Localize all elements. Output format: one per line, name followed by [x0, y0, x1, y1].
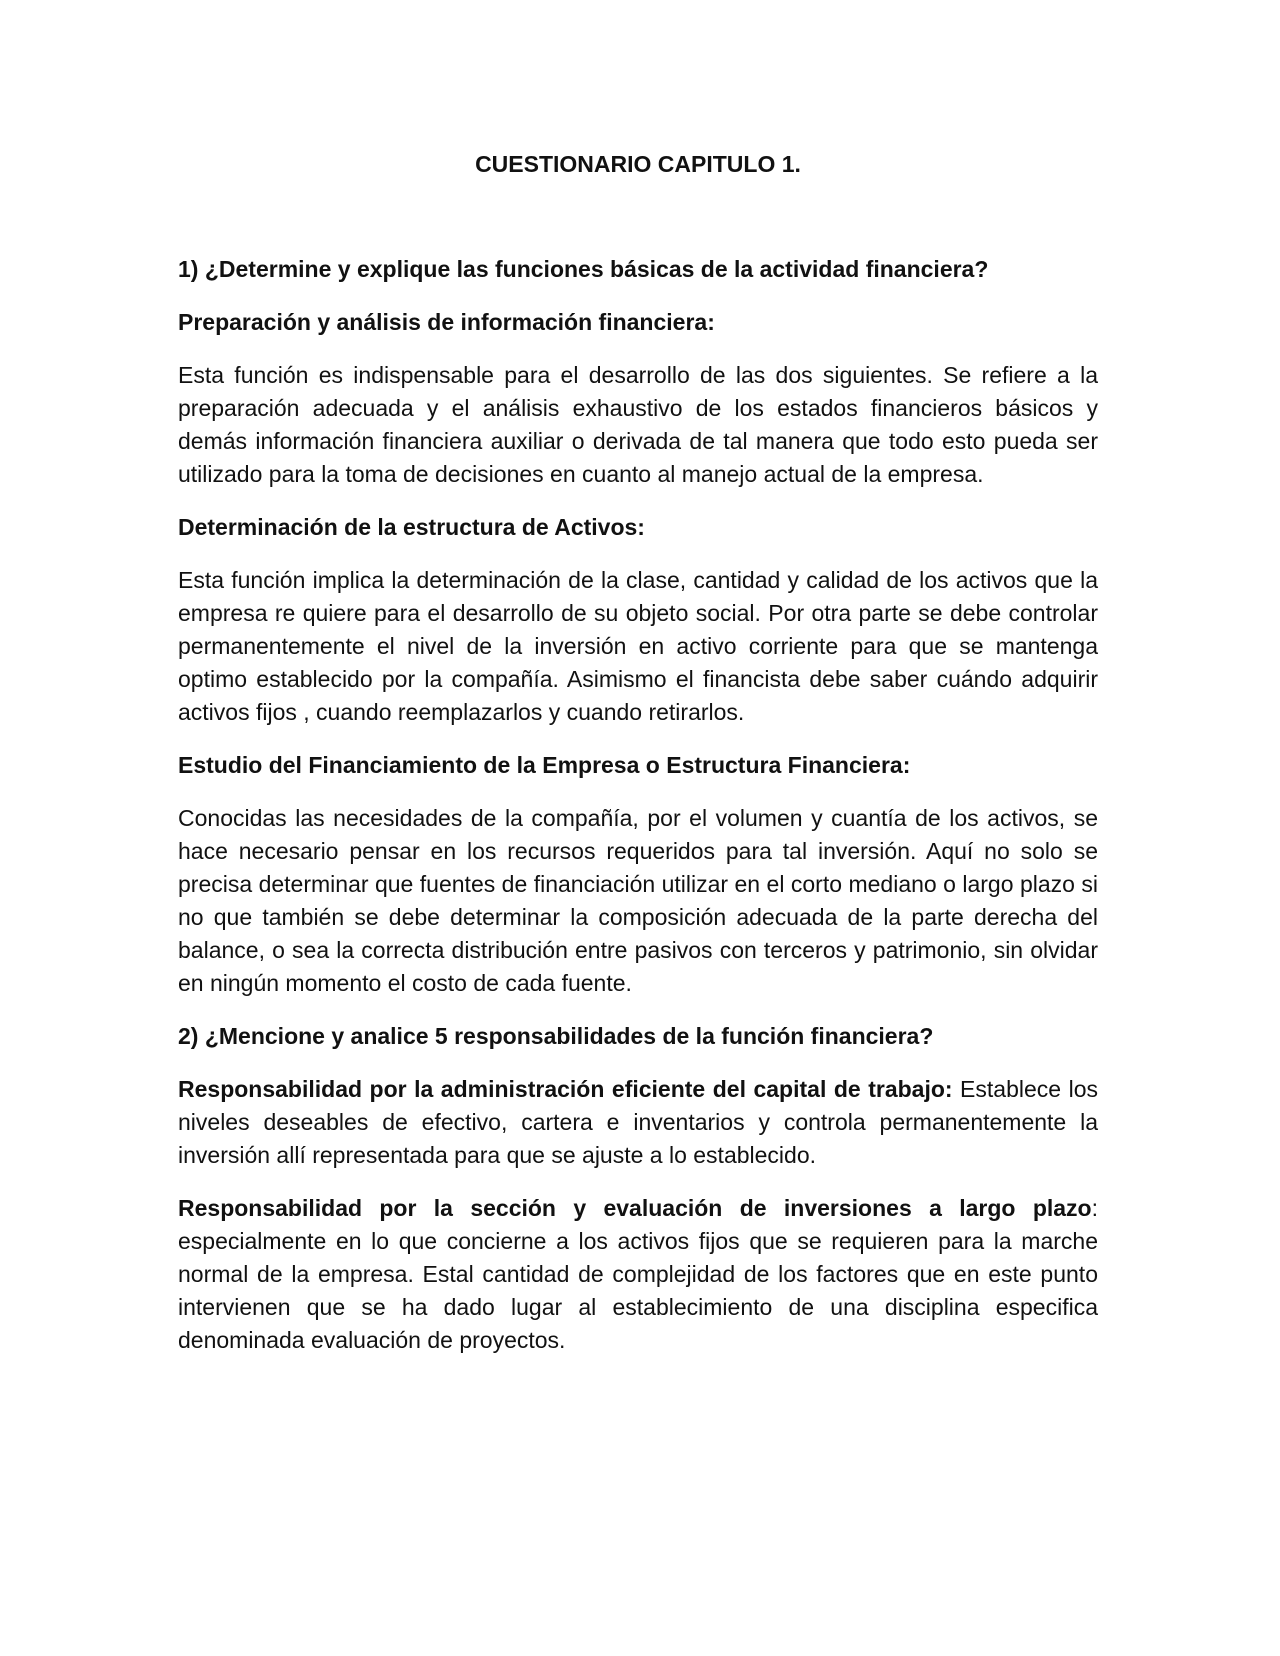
question-2: 2) ¿Mencione y analice 5 responsabilidades de la función financiera?: [178, 1023, 934, 1049]
responsibility-capital-trabajo-body: Establece los niveles deseables de efectivo, cartera e inventarios y controla permanentemente la inversión allí representada para que se ajuste a lo establecido.: [178, 1076, 1098, 1168]
section-body-financiamiento: Conocidas las necesidades de la compañía, por el volumen y cuantía de los activos, se hace necesario pensar en los recursos requeridos para tal inversión. Aquí no solo se precisa determinar que fuentes de financiación utilizar en el corto mediano o largo plazo si no que también se debe determinar la composición adecuada de la parte derecha del balance, o sea la correcta distribución entre pasivos con terceros y patrimonio, sin olvidar en ningún momento el costo de cada fuente.: [178, 805, 1098, 996]
section-heading-preparacion: Preparación y análisis de información financiera:: [178, 309, 715, 335]
section-heading-financiamiento: Estudio del Financiamiento de la Empresa o Estructura Financiera:: [178, 752, 911, 778]
responsibility-inversiones-lead: Responsabilidad por la sección y evaluación de inversiones a largo plazo: [178, 1195, 1092, 1221]
document-title: CUESTIONARIO CAPITULO 1.: [475, 151, 801, 177]
question-1: 1) ¿Determine y explique las funciones básicas de la actividad financiera?: [178, 256, 989, 282]
section-body-activos: Esta función implica la determinación de la clase, cantidad y calidad de los activos que la empresa re quiere para el desarrollo de su objeto social. Por otra parte se debe controlar permanentemente el nivel de la inversión en activo corriente para que se mantenga optimo establecido por la compañía. Asimismo el financista debe saber cuándo adquirir activos fijos , cuando reemplazarlos y cuando retirarlos.: [178, 567, 1098, 725]
responsibility-inversiones: [178, 1192, 1098, 1357]
responsibility-capital-trabajo: [178, 1073, 1098, 1172]
responsibility-inversiones-body: : especialmente en lo que concierne a los activos fijos que se requieren para la marche normal de la empresa. Estal cantidad de complejidad de los factores que en este punto intervienen que se ha dado lugar al establecimiento de una disciplina especifica denominada evaluación de proyectos.: [178, 1195, 1098, 1353]
section-heading-activos: Determinación de la estructura de Activos:: [178, 514, 645, 540]
section-body-preparacion: Esta función es indispensable para el desarrollo de las dos siguientes. Se refiere a la preparación adecuada y el análisis exhaustivo de los estados financieros básicos y demás información financiera auxiliar o derivada de tal manera que todo esto pueda ser utilizado para la toma de decisiones en cuanto al manejo actual de la empresa.: [178, 362, 1098, 487]
responsibility-capital-trabajo-lead: Responsabilidad por la administración eficiente del capital de trabajo:: [178, 1076, 953, 1102]
document-content: [178, 148, 1098, 1377]
